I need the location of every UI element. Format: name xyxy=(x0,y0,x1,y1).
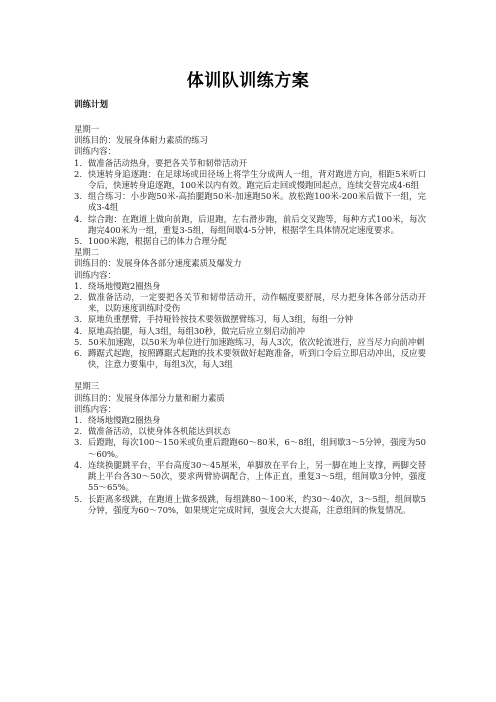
content-label: 训练内容： xyxy=(74,403,116,414)
item-number: 3. xyxy=(74,314,82,325)
list-item xyxy=(74,337,426,348)
section-spacer xyxy=(74,370,426,381)
list-item xyxy=(74,437,426,459)
content-label: 训练内容： xyxy=(74,146,116,157)
list-item xyxy=(74,236,426,247)
training-goal: 训练目的：发展身体各部分速度素质及爆发力 xyxy=(74,258,242,269)
item-number: 3. xyxy=(74,191,82,202)
day-label: 星期三 xyxy=(74,381,100,392)
item-text: 做准备活动，一定要把各关节和韧带活动开，动作幅度要舒展，尽力把身体各部分活动开来，以防速度训练时受伤 xyxy=(88,292,426,314)
item-text: 组合练习：小步跑50米-高抬腿跑50米-加速跑50米。放松跑100米-200米后做下一组，完成3-4组 xyxy=(88,191,426,213)
list-item xyxy=(74,169,426,191)
list-item xyxy=(74,191,426,213)
content-label: 训练内容： xyxy=(74,269,116,280)
item-text: 原地高抬腿，每人3组，每组30秒，做完后应立刻启动前冲 xyxy=(88,325,305,336)
item-text: 1000米跑，根据自己的体力合理分配 xyxy=(88,236,227,247)
item-number: 1. xyxy=(74,280,82,291)
list-item xyxy=(74,494,426,516)
list-item xyxy=(74,460,426,494)
item-number: 4. xyxy=(74,213,82,224)
item-text: 做准备活动，以使身体各机能达到状态 xyxy=(88,426,231,437)
item-number: 5. xyxy=(74,336,82,347)
item-number: 2. xyxy=(74,292,82,303)
item-text: 蹲踞式起跑，按照蹲踞式起跑的技术要领做好起跑准备，听到口令后立即启动冲出，反应要快，注意力要集中，每组3次，每人3组 xyxy=(88,348,426,370)
list-item xyxy=(74,281,426,292)
training-goal: 训练目的：发展身体部分力量和耐力素质 xyxy=(74,392,225,403)
item-number: 3. xyxy=(74,437,82,448)
day-section-monday xyxy=(74,124,426,247)
list-item xyxy=(74,326,426,337)
training-goal: 训练目的：发展身体耐力素质的练习 xyxy=(74,135,208,146)
list-item xyxy=(74,292,426,314)
day-section-wednesday xyxy=(74,381,426,515)
item-number: 4. xyxy=(74,459,82,470)
item-number: 6. xyxy=(74,348,82,359)
item-text: 原地负重摆臂，手持哑铃按技术要领做摆臂练习，每人3组，每组一分钟 xyxy=(88,314,353,325)
item-number: 1. xyxy=(74,157,82,168)
item-number: 2. xyxy=(74,168,82,179)
list-item xyxy=(74,426,426,437)
list-item xyxy=(74,214,426,236)
item-number: 5. xyxy=(74,236,82,247)
list-item xyxy=(74,158,426,169)
item-number: 5. xyxy=(74,493,82,504)
section-heading: 训练计划 xyxy=(74,100,109,110)
item-number: 2. xyxy=(74,426,82,437)
item-text: 50米加速跑，以50米为单位进行加速跑练习，每人3次，依次轮流进行，应当尽力向前冲刺 xyxy=(88,336,425,347)
item-text: 快速转身追逐跑：在足球场或田径场上将学生分成两人一组，背对跑进方向，相距5米听口令后，快速转身追逐跑，100米以内有效。跑完后走回或慢跑回起点，连续交替完成4-6组 xyxy=(88,168,426,191)
page-title: 体训队训练方案 xyxy=(186,71,310,91)
item-text: 绕场地慢跑2圈热身 xyxy=(88,415,161,426)
item-text: 绕场地慢跑2圈热身 xyxy=(88,280,161,291)
day-label: 星期二 xyxy=(74,247,100,258)
document-body xyxy=(74,124,426,516)
list-item xyxy=(74,415,426,426)
item-text: 连续换腿跳平台，平台高度30～45厘米，单脚放在平台上，另一脚在地上支撑，两脚交替跳上平台各30～50次，要求两臂协调配合，上体正直，重复3～5组，组间歇3分钟，强度55～65%。 xyxy=(88,459,426,493)
item-text: 综合跑：在跑道上做向前跑，后退跑，左右滑步跑，前后交叉跑等，每种方式100米，每次跑完400米为一组，重复3-5组，每组间歇4-5分钟，根据学生具体情况定速度要求。 xyxy=(88,213,426,235)
item-number: 4. xyxy=(74,325,82,336)
item-text: 长距离多级跳，在跑道上做多级跳，每组跳80～100米，约30～40次，3～5组，组间歇5分钟，强度为60～70%，如果规定完成时间，强度会大大提高，注意组间的恢复情况。 xyxy=(88,493,426,515)
list-item xyxy=(74,348,426,370)
day-label: 星期一 xyxy=(74,124,100,134)
day-section-tuesday xyxy=(74,247,426,370)
list-item xyxy=(74,314,426,325)
item-text: 后蹬跑，每次100～150米或负重后蹬跑60～80米，6～8组，组间歇3～5分钟，强度为50～60%。 xyxy=(88,437,426,459)
item-number: 1. xyxy=(74,415,82,426)
item-text: 做准备活动热身，要把各关节和韧带活动开 xyxy=(88,157,248,168)
